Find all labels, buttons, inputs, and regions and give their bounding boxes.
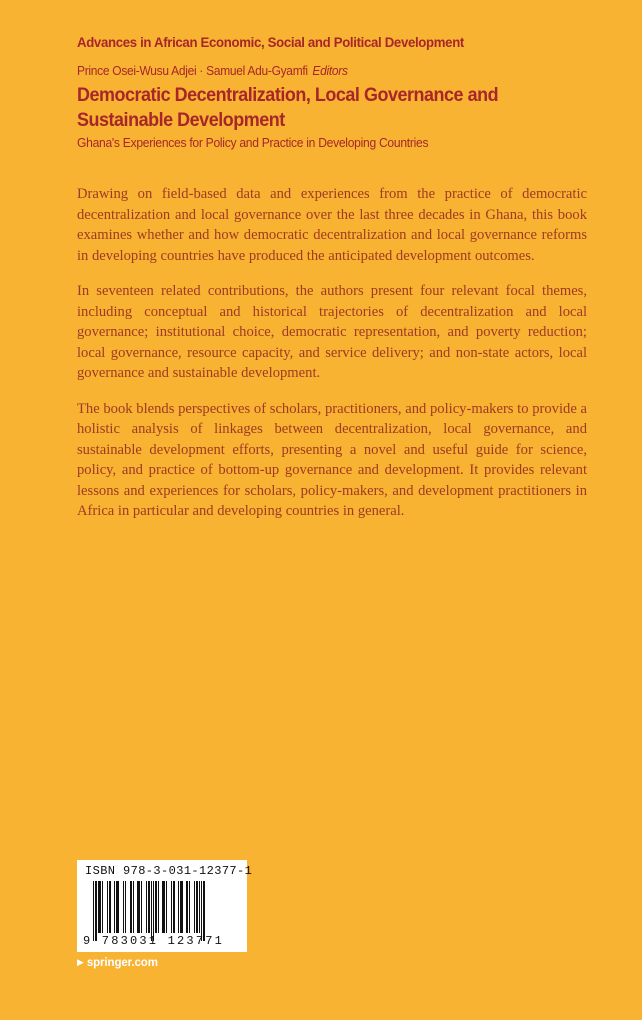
description-paragraph: In seventeen related contributions, the authors present four relevant focal themes, including conceptual and historical trajectories of decentralization and local governance; institutional choice, democratic representation, and poverty reduction; local governance, resource capacity, and service delivery; and non-state actors, local governance and sustainable development. — [77, 283, 587, 381]
publisher-link-label: springer.com — [86, 957, 158, 969]
book-title: Democratic Decentralization, Local Governance and Sustainable Development — [77, 84, 499, 131]
book-description — [77, 184, 587, 537]
publisher-link[interactable] — [77, 957, 158, 969]
series-title: Advances in African Economic, Social and Political Development — [77, 35, 465, 51]
editors-role: Editors — [312, 63, 348, 78]
barcode-bars — [93, 881, 239, 939]
book-subtitle: Ghana's Experiences for Policy and Practice in Developing Countries — [77, 135, 429, 150]
editors-line — [77, 63, 348, 78]
description-paragraph: The book blends perspectives of scholars, practitioners, and policy-makers to provide a holistic analysis of linkages between decentralization, local governance, and sustainable development efforts, presenting a novel and useful guide for science, policy, and practice of bottom-up governance and development. It provides relevant lessons and experiences for scholars, policy-makers, and development practitioners in Africa in particular and developing countries in general. — [77, 400, 587, 519]
isbn-barcode — [77, 860, 253, 952]
editor-names: Prince Osei-Wusu Adjei · Samuel Adu-Gyamfi — [77, 63, 308, 78]
play-arrow-icon: ▶ — [77, 957, 84, 967]
description-paragraph: Drawing on field-based data and experiences from the practice of democratic decentralization and local governance over the last three decades in Ghana, this book examines whether and how democratic decentralization and local governance reforms in developing countries have produced the anticipated development outcomes. — [77, 186, 587, 264]
isbn-label: ISBN 978-3-031-12377-1 — [85, 864, 253, 878]
barcode-digits: 9 783031 123771 — [83, 934, 225, 948]
